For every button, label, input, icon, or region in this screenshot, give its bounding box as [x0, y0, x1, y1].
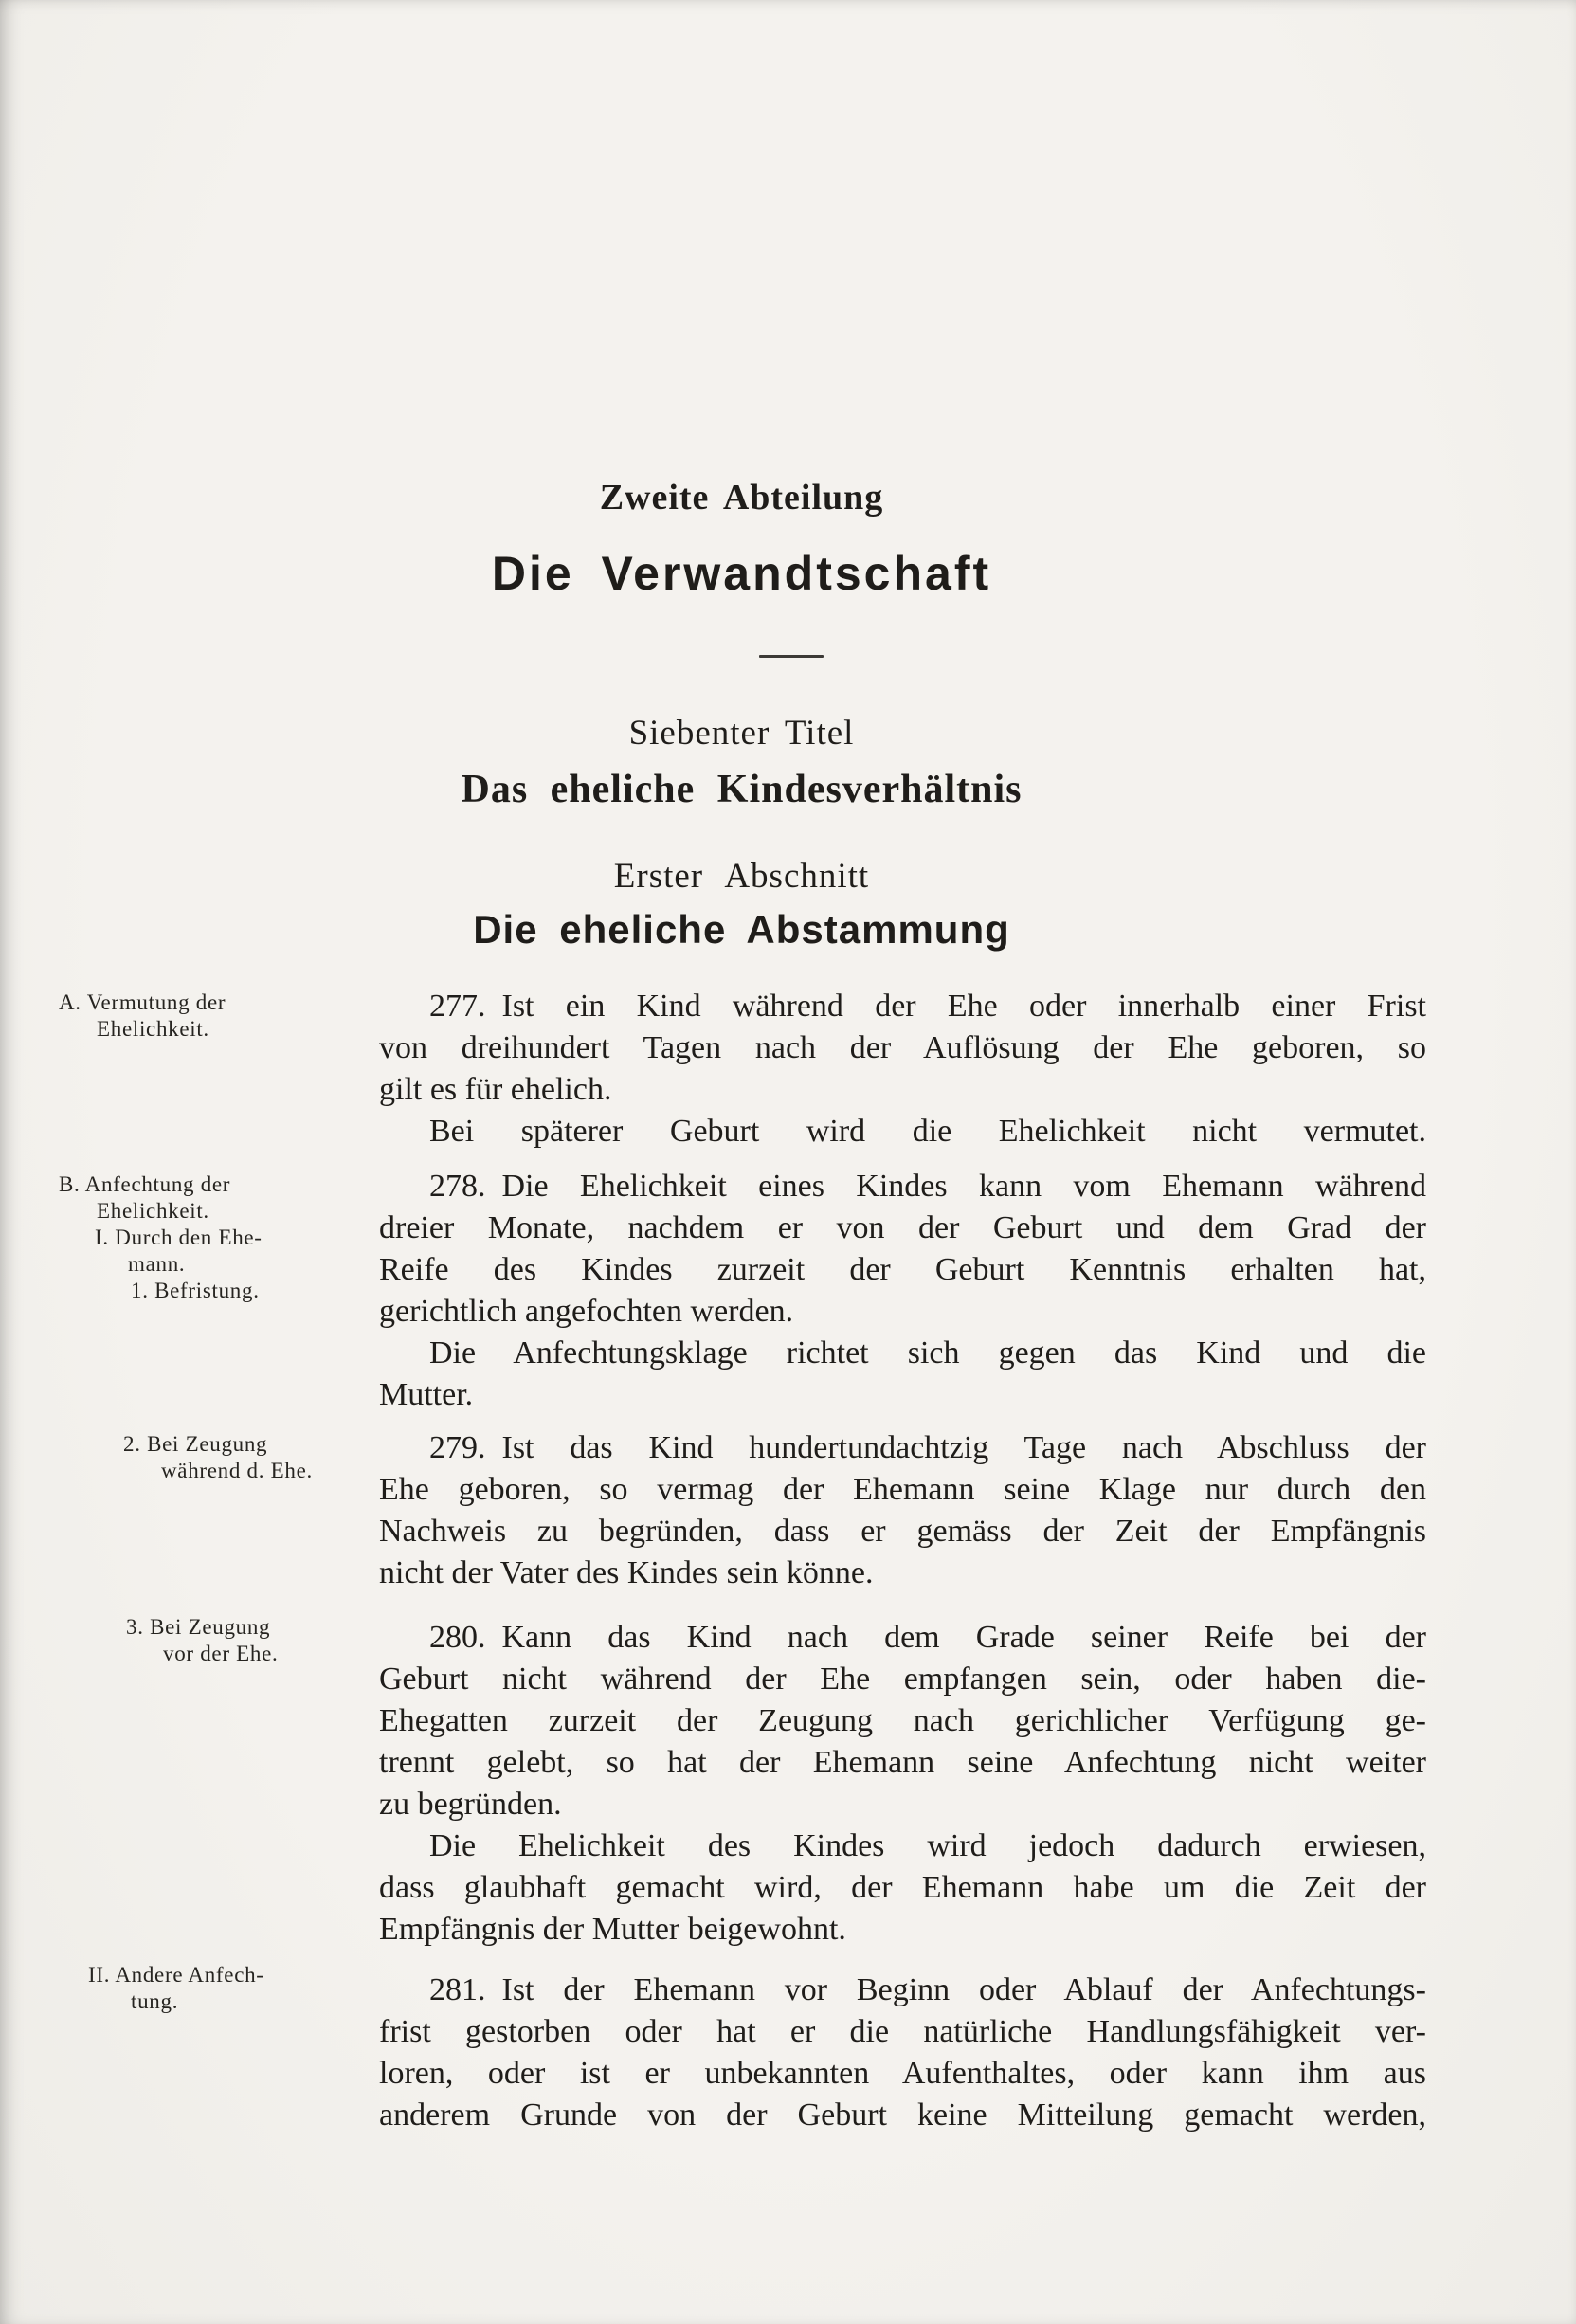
section-title: Die eheliche Abstammung — [473, 907, 1010, 952]
body-line: Bei späterer Geburt wird die Ehelichkeit nicht vermutet. — [429, 1114, 1426, 1149]
body-line: Empfängnis der Mutter beigewohnt. — [379, 1912, 846, 1947]
margin-note-line: 1. Befristung. — [131, 1279, 260, 1302]
article-277 — [379, 986, 1426, 1153]
margin-note-line: tung. — [131, 1989, 179, 2013]
chapter-title: Das eheliche Kindesverhältnis — [461, 768, 1023, 811]
body-line: 279. Ist das Kind hundertundachtzig Tage nach Abschluss der — [429, 1430, 1426, 1465]
article-279 — [379, 1427, 1426, 1594]
body-line: Geburt nicht während der Ehe empfangen sein, oder haben die- — [379, 1661, 1426, 1697]
body-line: Ehe geboren, so vermag der Ehemann seine Klage nur durch den — [379, 1472, 1426, 1507]
margin-note-line: A. Vermutung der — [59, 990, 226, 1014]
margin-note-line: mann. — [128, 1252, 186, 1276]
body-line: von dreihundert Tagen nach der Auflösung der Ehe geboren, so — [379, 1030, 1426, 1065]
body-line: anderem Grunde von der Geburt keine Mitteilung gemacht werden, — [379, 2097, 1426, 2133]
margin-note-line: 3. Bei Zeugung — [126, 1615, 271, 1639]
margin-note — [59, 1171, 371, 1304]
body-line: Reife des Kindes zurzeit der Geburt Kenntnis erhalten hat, — [379, 1252, 1426, 1287]
body-line: Ehegatten zurzeit der Zeugung nach gerichlicher Verfügung ge- — [379, 1703, 1426, 1738]
margin-note — [59, 1614, 371, 1667]
margin-note-line: vor der Ehe. — [163, 1642, 279, 1665]
body-line: Die Anfechtungsklage richtet sich gegen das Kind und die — [429, 1335, 1426, 1371]
body-line: gerichtlich angefochten werden. — [379, 1294, 794, 1329]
body-line: dreier Monate, nachdem er von der Geburt und dem Grad der — [379, 1210, 1426, 1245]
part-kicker: Zweite Abteilung — [599, 478, 884, 517]
margin-note-line: I. Durch den Ehe- — [95, 1226, 263, 1249]
section-kicker: Erster Abschnitt — [613, 857, 870, 896]
margin-note-line: 2. Bei Zeugung — [123, 1432, 268, 1456]
body-line: zu begründen. — [379, 1787, 562, 1822]
body-line: 277. Ist ein Kind während der Ehe oder innerhalb einer Frist — [429, 989, 1426, 1024]
body-line: Die Ehelichkeit des Kindes wird jedoch dadurch erwiesen, — [429, 1828, 1426, 1863]
body-line: frist gestorben oder hat er die natürliche Handlungsfähigkeit ver- — [379, 2014, 1426, 2049]
article-281 — [379, 1970, 1426, 2136]
body-line: trennt gelebt, so hat der Ehemann seine Anfechtung nicht weiter — [379, 1745, 1426, 1780]
body-line: Mutter. — [379, 1377, 474, 1412]
article-278 — [379, 1166, 1426, 1416]
title-kicker: Siebenter Titel — [628, 714, 855, 753]
margin-note-line: während d. Ehe. — [161, 1459, 313, 1482]
margin-note-line: Ehelichkeit. — [97, 1199, 209, 1223]
margin-note-line: Ehelichkeit. — [97, 1017, 209, 1041]
margin-note-line: II. Andere Anfech- — [88, 1963, 264, 1987]
body-text — [379, 986, 1426, 2136]
article-280 — [379, 1617, 1426, 1951]
body-line: loren, oder ist er unbekannten Aufenthaltes, oder kann ihm aus — [379, 2056, 1426, 2091]
body-line: 278. Die Ehelichkeit eines Kindes kann vom Ehemann während — [429, 1169, 1426, 1204]
margin-note-line: B. Anfechtung der — [59, 1172, 231, 1196]
body-line: 281. Ist der Ehemann vor Beginn oder Ablauf der Anfechtungs- — [429, 1972, 1426, 2007]
part-title: Die Verwandtschaft — [491, 547, 992, 600]
body-line: 280. Kann das Kind nach dem Grade seiner Reife bei der — [429, 1620, 1426, 1655]
body-line: nicht der Vater des Kindes sein könne. — [379, 1555, 874, 1590]
body-line: Nachweis zu begründen, dass er gemäss der Zeit der Empfängnis — [379, 1514, 1426, 1549]
body-line: gilt es für ehelich. — [379, 1072, 612, 1107]
margin-note — [59, 1431, 371, 1484]
margin-note — [59, 990, 371, 1043]
body-line: dass glaubhaft gemacht wird, der Ehemann habe um die Zeit der — [379, 1870, 1426, 1905]
margin-note — [59, 1962, 371, 2015]
